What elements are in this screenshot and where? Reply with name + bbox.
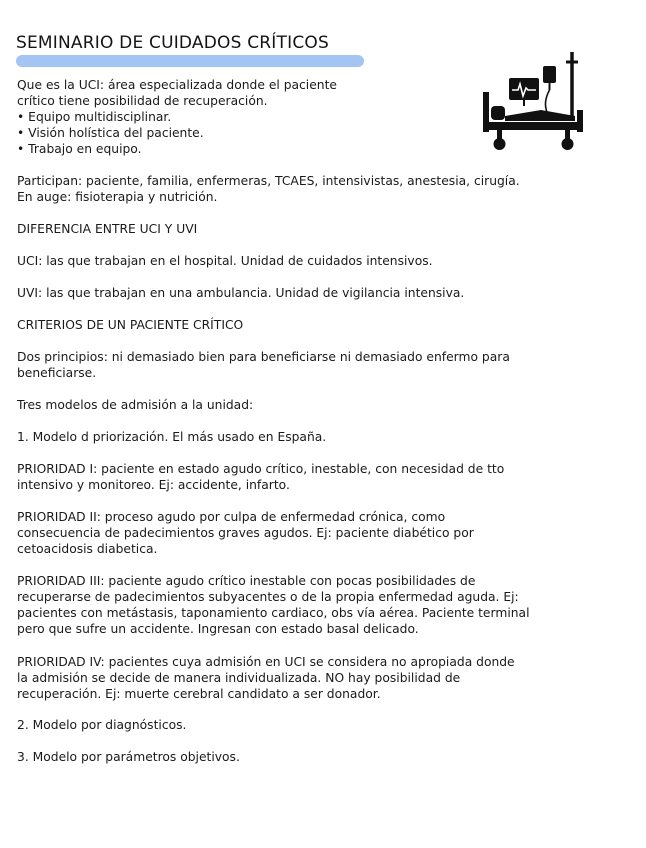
participants-paragraph [17,173,520,205]
intro-line: crítico tiene posibilidad de recuperación. [17,94,268,108]
hospital-bed-icon [481,50,585,154]
priority-4-paragraph [17,654,515,702]
section-heading-difference: DIFERENCIA ENTRE UCI Y UVI [17,222,198,236]
uvi-definition: UVI: las que trabajan en una ambulancia. Unidad de vigilancia intensiva. [17,286,465,300]
uci-definition: UCI: las que trabajan en el hospital. Unidad de cuidados intensivos. [17,254,433,268]
model-2: 2. Modelo por diagnósticos. [17,718,187,732]
priority-line: pero que sufre un accidente. Ingresan con estado basal delicado. [17,622,419,636]
page-title: SEMINARIO DE CUIDADOS CRÍTICOS [16,33,329,53]
title-block [16,33,329,53]
priority-3-paragraph [17,573,529,637]
priority-line: recuperarse de padecimientos subyacentes o de la propia enfermedad aguda. Ej: [17,590,519,604]
priority-line: PRIORIDAD IV: pacientes cuya admisión en UCI se considera no apropiada donde [17,655,515,669]
priority-line: PRIORIDAD I: paciente en estado agudo crítico, inestable, con necesidad de tto [17,462,505,476]
priority-line: la admisión se decide de manera individualizada. NO hay posibilidad de [17,671,461,685]
principles-line: beneficiarse. [17,366,97,380]
priority-1-paragraph [17,461,504,493]
bullet-item: • Visión holística del paciente. [17,126,204,140]
intro-paragraph [17,77,337,157]
priority-line: consecuencia de padecimientos graves agudos. Ej: paciente diabético por [17,526,474,540]
title-highlight [16,55,364,67]
priority-line: PRIORIDAD III: paciente agudo crítico inestable con pocas posibilidades de [17,574,476,588]
priority-line: intensivo y monitoreo. Ej: accidente, infarto. [17,478,290,492]
priority-line: cetoacidosis diabetica. [17,542,158,556]
model-1: 1. Modelo d priorización. El más usado en España. [17,430,327,444]
section-heading-criteria: CRITERIOS DE UN PACIENTE CRÍTICO [17,318,244,332]
priority-line: pacientes con metástasis, taponamiento cardiaco, obs vía aérea. Paciente terminal [17,606,530,620]
priority-2-paragraph [17,509,474,557]
priority-line: PRIORIDAD II: proceso agudo por culpa de enfermedad crónica, como [17,510,446,524]
bullet-item: • Trabajo en equipo. [17,142,142,156]
participants-line: En auge: fisioterapia y nutrición. [17,190,218,204]
principles-line: Dos principios: ni demasiado bien para beneficiarse ni demasiado enfermo para [17,350,510,364]
intro-line: Que es la UCI: área especializada donde el paciente [17,78,337,92]
participants-line: Participan: paciente, familia, enfermeras, TCAES, intensivistas, anestesia, cirugía. [17,174,520,188]
principles-paragraph [17,349,510,381]
bullet-item: • Equipo multidisciplinar. [17,110,172,124]
model-3: 3. Modelo por parámetros objetivos. [17,750,240,764]
models-intro: Tres modelos de admisión a la unidad: [17,398,254,412]
priority-line: recuperación. Ej: muerte cerebral candidato a ser donador. [17,687,381,701]
